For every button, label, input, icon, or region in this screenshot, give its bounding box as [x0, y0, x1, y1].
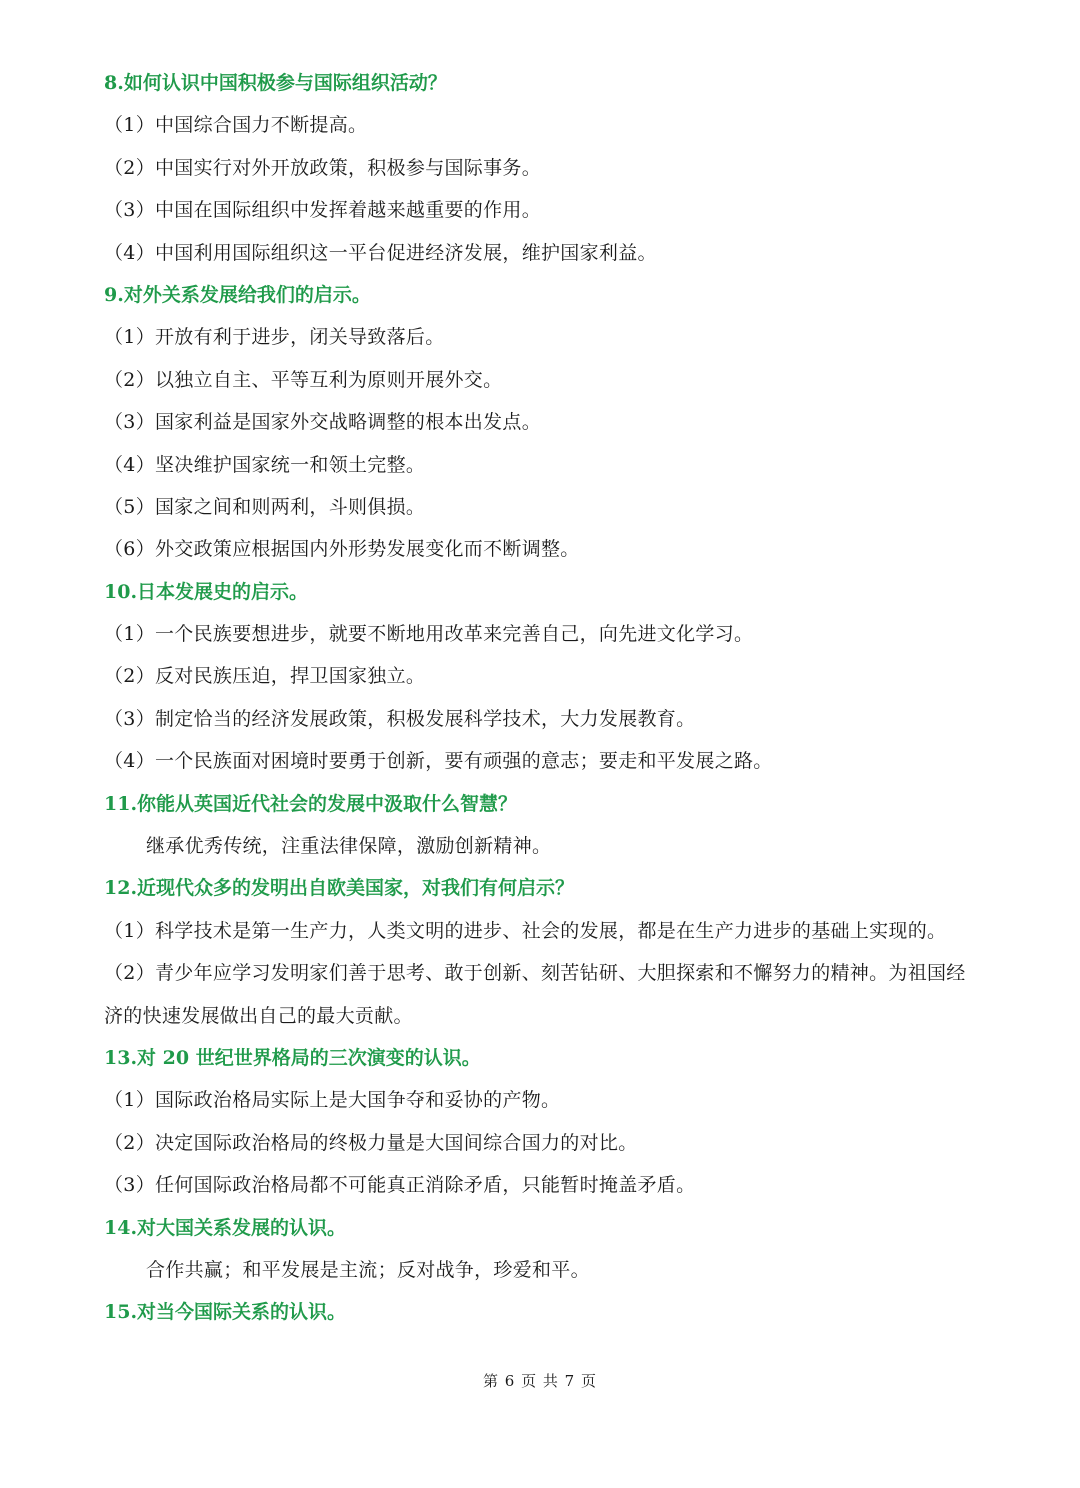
paragraph: 合作共赢；和平发展是主流；反对战争，珍爱和平。 — [146, 1258, 590, 1281]
list-item: （2）中国实行对外开放政策，积极参与国际事务。 — [104, 156, 541, 179]
list-item: （4）坚决维护国家统一和领土完整。 — [104, 453, 426, 476]
section-title-13: 13.对 20 世纪世界格局的三次演变的认识。 — [104, 1047, 481, 1070]
list-item: （2）青少年应学习发明家们善于思考、敢于创新、刻苦钻研、大胆探索和不懈努力的精神。为祖国经济的快速发展做出自己的最大贡献。 — [104, 962, 966, 1027]
list-item: （1）开放有利于进步，闭关导致落后。 — [104, 326, 445, 349]
list-item: （4）中国利用国际组织这一平台促进经济发展，维护国家利益。 — [104, 241, 657, 264]
section-title-15: 15.对当今国际关系的认识。 — [104, 1301, 347, 1324]
list-item: （6）外交政策应根据国内外形势发展变化而不断调整。 — [104, 538, 580, 561]
list-item: （3）制定恰当的经济发展政策，积极发展科学技术，大力发展教育。 — [104, 707, 696, 730]
document-page — [104, 62, 984, 1334]
section-title-12: 12.近现代众多的发明出自欧美国家，对我们有何启示？ — [104, 877, 575, 900]
section-title-9: 9.对外关系发展给我们的启示。 — [104, 283, 371, 306]
list-item: （2）反对民族压迫，捍卫国家独立。 — [104, 665, 426, 688]
list-item: （3）国家利益是国家外交战略调整的根本出发点。 — [104, 411, 541, 434]
list-item: （4）一个民族面对困境时要勇于创新，要有顽强的意志；要走和平发展之路。 — [104, 750, 773, 773]
list-item: （1）国际政治格局实际上是大国争夺和妥协的产物。 — [104, 1089, 561, 1112]
list-item: （2）决定国际政治格局的终极力量是大国间综合国力的对比。 — [104, 1131, 638, 1154]
section-title-14: 14.对大国关系发展的认识。 — [104, 1216, 347, 1239]
paragraph: 继承优秀传统，注重法律保障，激励创新精神。 — [146, 835, 552, 858]
page-footer: 第 6 页 共 7 页 — [483, 1372, 597, 1390]
section-title-11: 11.你能从英国近代社会的发展中汲取什么智慧？ — [104, 792, 518, 815]
section-title-8: 8.如何认识中国积极参与国际组织活动？ — [104, 72, 447, 94]
list-item: （1）中国综合国力不断提高。 — [104, 114, 368, 137]
list-item: （5）国家之间和则两利，斗则俱损。 — [104, 495, 426, 518]
list-item: （3）中国在国际组织中发挥着越来越重要的作用。 — [104, 199, 541, 222]
section-title-10: 10.日本发展史的启示。 — [104, 580, 309, 603]
list-item: （2）以独立自主、平等互利为原则开展外交。 — [104, 368, 503, 391]
list-item: （1）科学技术是第一生产力，人类文明的进步、社会的发展，都是在生产力进步的基础上实现的。 — [104, 919, 947, 942]
list-item: （1）一个民族要想进步，就要不断地用改革来完善自己，向先进文化学习。 — [104, 623, 754, 646]
list-item: （3）任何国际政治格局都不可能真正消除矛盾，只能暂时掩盖矛盾。 — [104, 1174, 696, 1197]
